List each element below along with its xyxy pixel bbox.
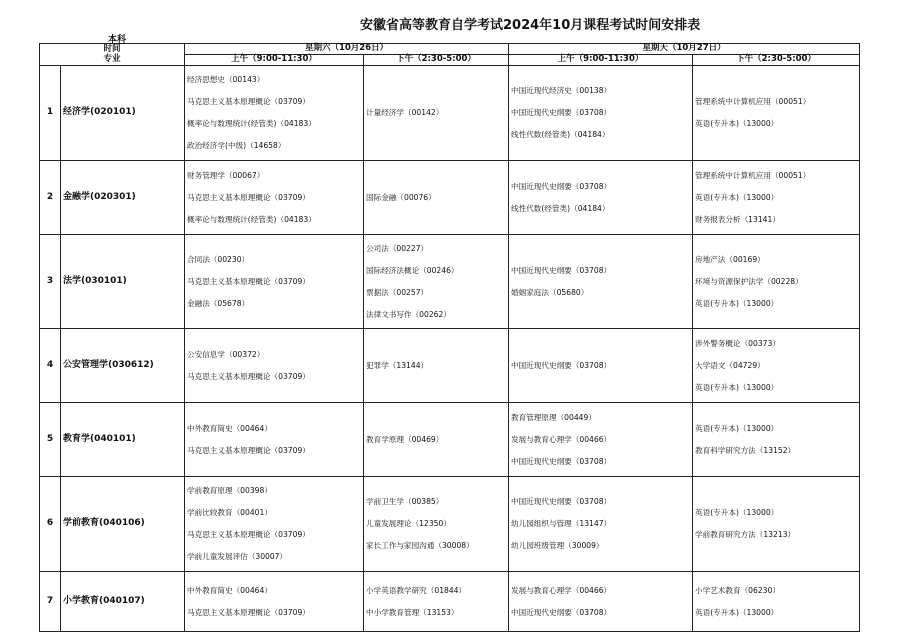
session-header-sun-pm: 下午（2:30-5:00） (693, 55, 860, 66)
course-item: 小学艺术教育（06230） (695, 585, 780, 595)
course-item: 国际经济法概论（00246） (366, 265, 459, 275)
course-item: 幼儿园组织与管理（13147） (511, 519, 612, 528)
course-item: 中国近现代史纲要（03708） (511, 607, 612, 617)
course-item: 英语(专升本)（13000） (695, 423, 779, 433)
session-cell-sat-pm (364, 572, 509, 632)
session-cell-sun-pm (693, 403, 860, 477)
course-item: 犯罪学（13144） (366, 360, 429, 370)
session-cell-sun-pm (693, 572, 860, 632)
session-header-sun-am: 上午（9:00-11:30） (509, 55, 693, 66)
course-item: 马克思主义基本原理概论（03709） (187, 97, 310, 106)
corner-label-major: 专业 (103, 53, 121, 64)
session-cell-sat-am (185, 235, 364, 329)
table-row (40, 477, 860, 572)
course-item: 房地产法（00169） (695, 254, 765, 264)
session-cell-sun-am (509, 403, 693, 477)
course-item: 国际金融（00076） (366, 192, 436, 202)
course-item: 学前教育原理（00398） (187, 486, 272, 495)
course-item: 小学英语教学研究（01844） (366, 585, 467, 595)
session-cell-sun-am (509, 329, 693, 403)
session-cell-sat-pm (364, 235, 509, 329)
schedule-body (40, 66, 860, 632)
course-item: 中国近现代史纲要（03708） (511, 265, 612, 275)
major-name: 教育学(040101) (61, 403, 185, 477)
course-item: 英语(专升本)（13000） (695, 607, 779, 617)
course-item: 英语(专升本)（13000） (695, 192, 779, 202)
row-number: 5 (40, 403, 61, 477)
page-title: 安徽省高等教育自学考试2024年10月课程考试时间安排表 (360, 18, 701, 33)
session-cell-sun-pm (693, 235, 860, 329)
course-item: 中国近现代史纲要（03708） (511, 456, 612, 466)
major-name: 学前教育(040106) (61, 477, 185, 572)
course-item: 公安信息学（00372） (187, 349, 265, 359)
course-item: 大学语文（04729） (695, 360, 765, 370)
schedule-table (39, 43, 860, 632)
course-item: 英语(专升本)（13000） (695, 298, 779, 308)
course-item: 中国近现代经济史（00138） (511, 86, 612, 95)
course-item: 管理系统中计算机应用（00051） (695, 97, 811, 106)
course-item: 马克思主义基本原理概论（03709） (187, 530, 310, 539)
session-cell-sun-pm (693, 66, 860, 161)
course-item: 概率论与数理统计(经管类)（04183） (187, 214, 316, 224)
course-item: 幼儿园班级管理（30009） (511, 541, 604, 550)
course-item: 学前教育研究方法（13213） (695, 530, 796, 539)
session-cell-sun-am (509, 66, 693, 161)
table-row (40, 403, 860, 477)
table-row (40, 66, 860, 161)
course-item: 马克思主义基本原理概论（03709） (187, 607, 310, 617)
course-item: 发展与教育心理学（00466） (511, 585, 612, 595)
row-number: 1 (40, 66, 61, 161)
row-number: 6 (40, 477, 61, 572)
course-item: 英语(专升本)（13000） (695, 119, 779, 128)
course-item: 涉外警务概论（00373） (695, 338, 780, 348)
session-cell-sun-am (509, 161, 693, 235)
course-item: 教育科学研究方法（13152） (695, 445, 796, 455)
table-row (40, 235, 860, 329)
course-item: 中国近现代史纲要（03708） (511, 497, 612, 506)
session-cell-sat-am (185, 66, 364, 161)
session-cell-sat-am (185, 572, 364, 632)
row-number: 4 (40, 329, 61, 403)
session-cell-sun-am (509, 235, 693, 329)
course-item: 财务报表分析（13141） (695, 214, 780, 224)
course-item: 中国近现代史纲要（03708） (511, 108, 612, 117)
course-item: 马克思主义基本原理概论（03709） (187, 371, 310, 381)
course-item: 教育学原理（00469） (366, 434, 444, 444)
course-item: 中国近现代史纲要（03708） (511, 181, 612, 191)
session-cell-sat-pm (364, 403, 509, 477)
course-item: 环境与资源保护法学（00228） (695, 276, 803, 286)
major-name: 经济学(020101) (61, 66, 185, 161)
course-item: 线性代数(经管类)（04184） (511, 203, 610, 213)
table-row (40, 572, 860, 632)
course-item: 教育管理原理（00449） (511, 412, 596, 422)
course-item: 金融法（05678） (187, 298, 250, 308)
course-item: 学前儿童发展评估（30007） (187, 552, 288, 561)
corner-header (40, 44, 185, 66)
course-item: 经济思想史（00143） (187, 75, 265, 84)
session-cell-sun-pm (693, 329, 860, 403)
row-number: 2 (40, 161, 61, 235)
course-item: 中小学教育管理（13153） (366, 607, 459, 617)
course-item: 中国近现代史纲要（03708） (511, 360, 612, 370)
course-item: 学前比较教育（00401） (187, 508, 272, 517)
course-item: 婚姻家庭法（05680） (511, 287, 589, 297)
session-cell-sat-pm (364, 477, 509, 572)
session-cell-sat-am (185, 329, 364, 403)
session-cell-sun-pm (693, 477, 860, 572)
session-cell-sat-pm (364, 66, 509, 161)
session-cell-sat-am (185, 477, 364, 572)
course-item: 发展与教育心理学（00466） (511, 434, 612, 444)
course-item: 英语(专升本)（13000） (695, 382, 779, 392)
session-cell-sun-am (509, 477, 693, 572)
major-name: 法学(030101) (61, 235, 185, 329)
course-item: 概率论与数理统计(经管类)（04183） (187, 119, 316, 128)
session-cell-sat-am (185, 161, 364, 235)
major-name: 公安管理学(030612) (61, 329, 185, 403)
course-item: 法律文书写作（00262） (366, 309, 451, 319)
course-item: 线性代数(经管类)（04184） (511, 130, 610, 139)
table-row (40, 329, 860, 403)
course-item: 计量经济学（00142） (366, 108, 444, 117)
course-item: 中外教育简史（00464） (187, 423, 272, 433)
session-cell-sat-pm (364, 329, 509, 403)
major-name: 小学教育(040107) (61, 572, 185, 632)
session-cell-sun-am (509, 572, 693, 632)
corner-label-benke: 本科 (108, 35, 127, 45)
session-cell-sat-am (185, 403, 364, 477)
major-name: 金融学(020301) (61, 161, 185, 235)
course-item: 管理系统中计算机应用（00051） (695, 170, 811, 180)
course-item: 家长工作与家园沟通（30008） (366, 541, 474, 550)
course-item: 政治经济学(中级)（14658） (187, 141, 286, 150)
course-item: 公司法（00227） (366, 243, 429, 253)
table-row (40, 161, 860, 235)
course-item: 马克思主义基本原理概论（03709） (187, 276, 310, 286)
row-number: 3 (40, 235, 61, 329)
course-item: 票据法（00257） (366, 287, 429, 297)
course-item: 合同法（00230） (187, 254, 250, 264)
corner-label-time: 时间 (103, 44, 121, 55)
course-item: 马克思主义基本原理概论（03709） (187, 445, 310, 455)
row-number: 7 (40, 572, 61, 632)
course-item: 马克思主义基本原理概论（03709） (187, 192, 310, 202)
session-cell-sun-pm (693, 161, 860, 235)
session-cell-sat-pm (364, 161, 509, 235)
course-item: 中外教育简史（00464） (187, 585, 272, 595)
day-header-sunday: 星期天（10月27日） (509, 44, 860, 55)
course-item: 儿童发展理论（12350） (366, 519, 451, 528)
course-item: 英语(专升本)（13000） (695, 508, 779, 517)
day-header-saturday: 星期六（10月26日） (185, 44, 509, 55)
session-header-sat-am: 上午（9:00-11:30） (185, 55, 364, 66)
course-item: 学前卫生学（00385） (366, 497, 444, 506)
course-item: 财务管理学（00067） (187, 170, 265, 180)
session-header-sat-pm: 下午（2:30-5:00） (364, 55, 509, 66)
